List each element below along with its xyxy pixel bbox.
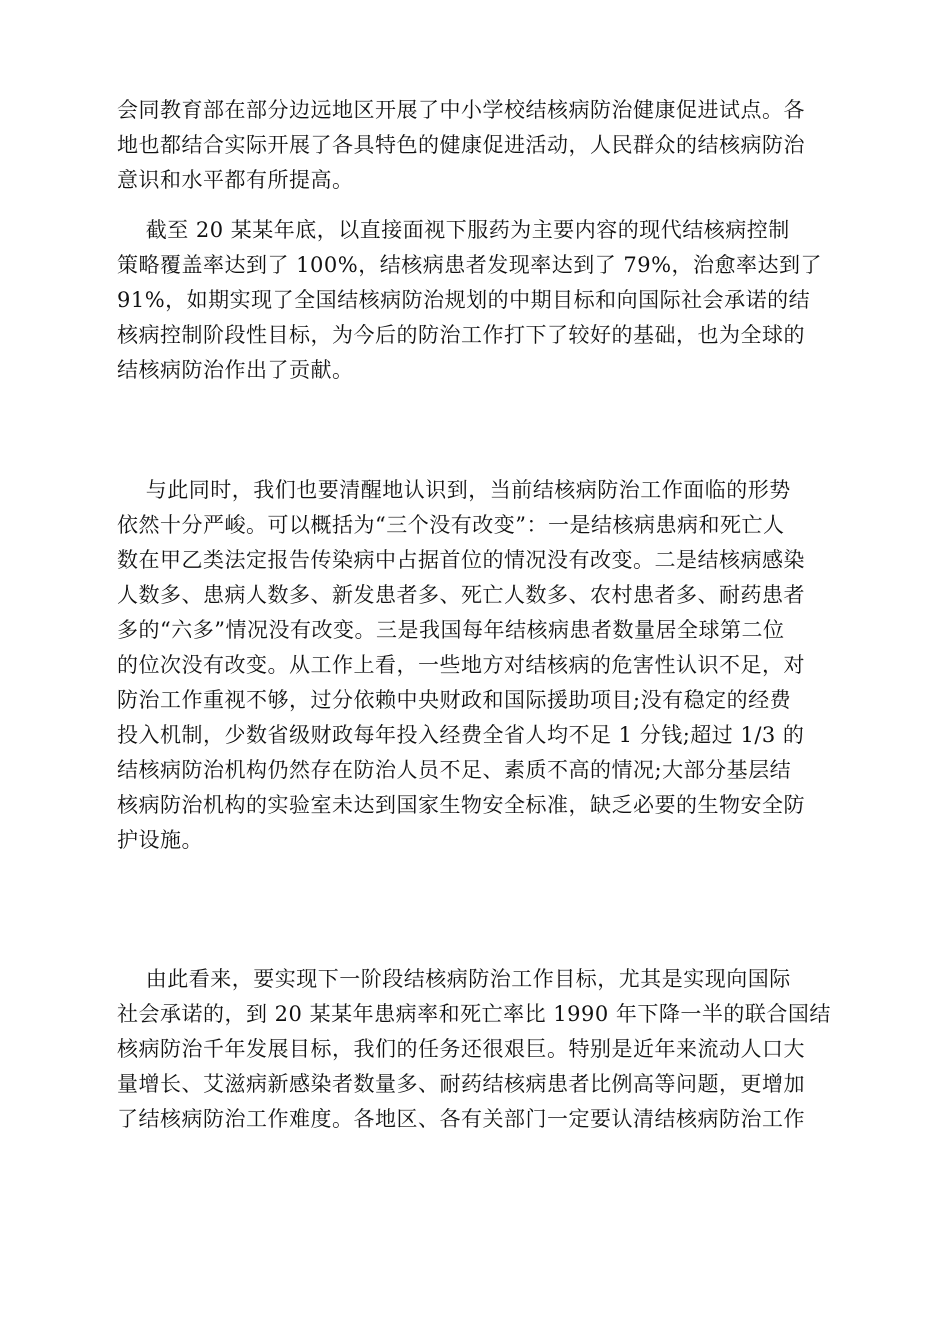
text-line: 会同教育部在部分边远地区开展了中小学校结核病防治健康促进试点。各: [117, 98, 805, 122]
text-line: 地也都结合实际开展了各具特色的健康促进活动，人民群众的结核病防治: [117, 133, 805, 157]
paragraph-severe-situation: [117, 473, 805, 858]
text-line: 意识和水平都有所提高。: [117, 168, 354, 192]
text-line: 由此看来，要实现下一阶段结核病防治工作目标，尤其是实现向国际: [117, 967, 791, 991]
text-line: 的位次没有改变。从工作上看，一些地方对结核病的危害性认识不足，对: [117, 653, 805, 677]
text-line: 与此同时，我们也要清醒地认识到，当前结核病防治工作面临的形势: [117, 478, 791, 502]
text-line: 量增长、艾滋病新感染者数量多、耐药结核病患者比例高等问题，更增加: [117, 1072, 805, 1096]
text-line: 策略覆盖率达到了 100%，结核病患者发现率达到了 79%，治愈率达到了: [117, 253, 823, 277]
text-line: 防治工作重视不够，过分依赖中央财政和国际援助项目;没有稳定的经费: [117, 688, 792, 712]
text-line: 护设施。: [117, 828, 203, 852]
text-line: 人数多、患病人数多、新发患者多、死亡人数多、农村患者多、耐药患者: [117, 583, 805, 607]
text-line: 社会承诺的，到 20 某某年患病率和死亡率比 1990 年下降一半的联合国结: [117, 1002, 831, 1026]
text-line: 核病防治机构的实验室未达到国家生物安全标准，缺乏必要的生物安全防: [117, 793, 805, 817]
text-line: 核病防治千年发展目标，我们的任务还很艰巨。特别是近年来流动人口大: [117, 1037, 805, 1061]
text-line: 投入机制，少数省级财政每年投入经费全省人均不足 1 分钱;超过 1/3 的: [117, 723, 805, 747]
text-line: 核病控制阶段性目标，为今后的防治工作打下了较好的基础，也为全球的: [117, 323, 805, 347]
paragraph-future-tasks: [117, 962, 831, 1137]
paragraph-control-strategy: [117, 213, 822, 388]
text-line: 截至 20 某某年底，以直接面视下服药为主要内容的现代结核病控制: [117, 218, 790, 242]
text-line: 数在甲乙类法定报告传染病中占据首位的情况没有改变。二是结核病感染: [117, 548, 805, 572]
text-line: 91%，如期实现了全国结核病防治规划的中期目标和向国际社会承诺的结: [117, 288, 811, 312]
text-line: 结核病防治机构仍然存在防治人员不足、素质不高的情况;大部分基层结: [117, 758, 792, 782]
text-line: 多的“六多”情况没有改变。三是我国每年结核病患者数量居全球第二位: [117, 618, 785, 642]
text-line: 依然十分严峻。可以概括为“三个没有改变”：一是结核病患病和死亡人: [117, 513, 785, 537]
text-line: 了结核病防治工作难度。各地区、各有关部门一定要认清结核病防治工作: [117, 1107, 805, 1131]
paragraph-health-promotion: [117, 93, 805, 198]
text-line: 结核病防治作出了贡献。: [117, 358, 354, 382]
